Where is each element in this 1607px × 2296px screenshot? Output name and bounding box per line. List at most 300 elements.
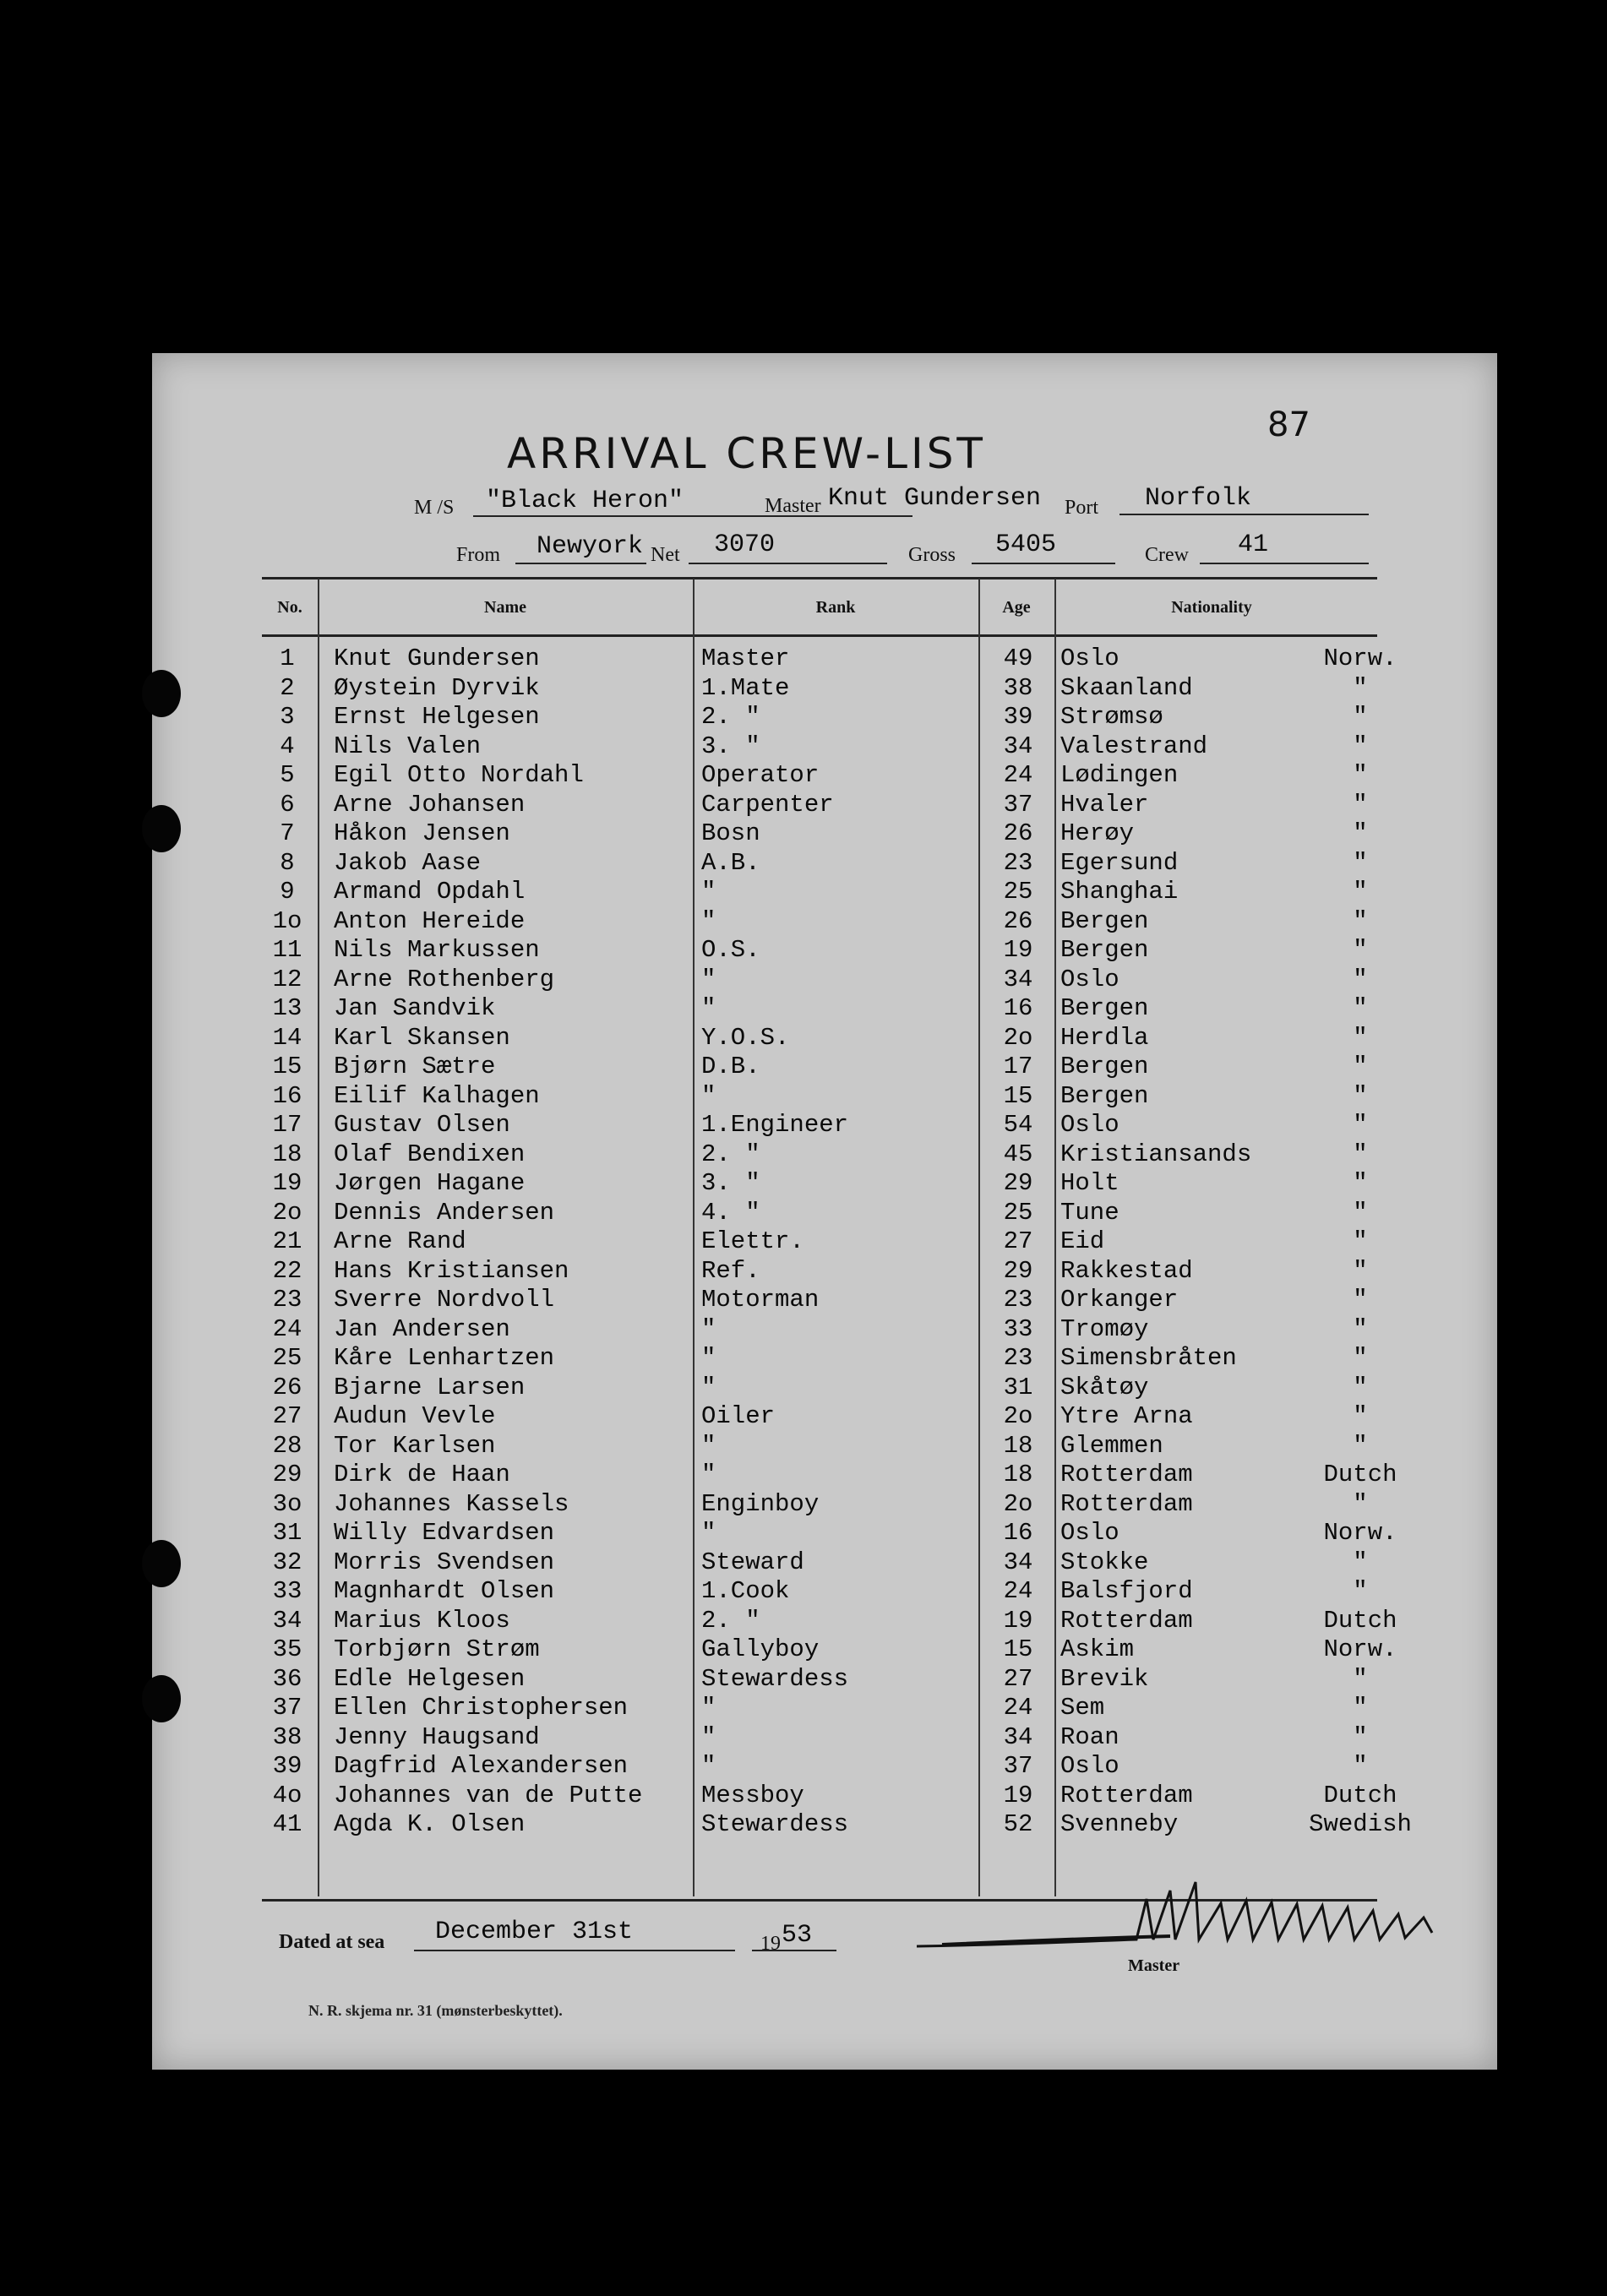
crew-birthplace: Ytre Arna [1060, 1402, 1193, 1430]
row-number: 1 [280, 645, 295, 672]
crew-name: Torbjørn Strøm [334, 1635, 540, 1663]
crew-nationality: " [1353, 1169, 1368, 1197]
crew-name: Willy Edvardsen [334, 1519, 555, 1547]
crew-name: Kåre Lenhartzen [334, 1344, 555, 1372]
page-number: 87 [1267, 405, 1310, 444]
crew-birthplace: Rotterdam [1060, 1461, 1193, 1488]
crew-rank: " [701, 965, 716, 993]
ship-name: "Black Heron" [486, 487, 684, 515]
crew-age: 34 [1003, 1548, 1033, 1576]
crew-rank: 3. " [701, 732, 760, 760]
row-number: 8 [280, 848, 295, 877]
table-row [253, 1782, 1453, 1811]
crew-age: 19 [1003, 936, 1033, 964]
table-row [253, 849, 1453, 879]
table-row [253, 1519, 1453, 1548]
crew-age: 19 [1003, 1781, 1033, 1809]
crew-age: 19 [1003, 1606, 1033, 1635]
master-label: Master [765, 495, 821, 517]
crew-birthplace: Bergen [1060, 994, 1149, 1022]
table-row [253, 1199, 1453, 1228]
crew-nationality: " [1353, 1694, 1368, 1722]
crew-nationality: " [1353, 936, 1368, 964]
table-row [253, 1257, 1453, 1287]
crew-name: Hans Kristiansen [334, 1256, 569, 1285]
table-row [253, 732, 1453, 762]
crew-rank: Messboy [701, 1781, 804, 1809]
port-underline [1119, 514, 1369, 515]
crew-name: Jan Sandvik [334, 994, 496, 1022]
crew-birthplace: Strømsø [1060, 703, 1163, 731]
crew-name: Jenny Haugsand [334, 1722, 540, 1751]
crew-name: Jan Andersen [334, 1314, 510, 1343]
crew-nationality: " [1353, 1577, 1368, 1605]
ship-name-underline [473, 515, 912, 517]
row-number: 31 [272, 1519, 302, 1547]
crew-name: Gustav Olsen [334, 1111, 510, 1139]
row-number: 41 [272, 1810, 302, 1838]
table-row [253, 1665, 1453, 1695]
crew-nationality: " [1353, 1548, 1368, 1576]
table-row [253, 1227, 1453, 1257]
crew-birthplace: Hvaler [1060, 790, 1149, 819]
gross-underline [972, 563, 1115, 564]
crew-age: 15 [1003, 1081, 1033, 1110]
crew-value: 41 [1238, 530, 1269, 559]
crew-rank: 2. " [701, 703, 760, 731]
crew-age: 29 [1003, 1256, 1033, 1285]
crew-name: Knut Gundersen [334, 645, 540, 672]
crew-underline [1200, 563, 1369, 564]
crew-nationality: " [1353, 1053, 1368, 1080]
table-row [253, 1548, 1453, 1578]
table-row [253, 1374, 1453, 1403]
crew-rank: 1.Cook [701, 1577, 790, 1605]
table-row [253, 1635, 1453, 1665]
crew-name: Johannes Kassels [334, 1489, 569, 1518]
port-label: Port [1065, 497, 1099, 519]
net-value: 3070 [714, 530, 776, 559]
crew-name: Jørgen Hagane [334, 1169, 526, 1197]
crew-age: 24 [1003, 1694, 1033, 1722]
crew-name: Johannes van de Putte [334, 1781, 643, 1809]
crew-nationality: Dutch [1323, 1461, 1397, 1488]
crew-rank: " [701, 1461, 716, 1488]
row-number: 36 [272, 1664, 302, 1693]
ship-prefix-label: M /S [414, 497, 455, 519]
crew-nationality: Norw. [1323, 1635, 1397, 1663]
crew-nationality: " [1353, 703, 1368, 731]
from-label: From [456, 544, 501, 566]
crew-age: 37 [1003, 790, 1033, 819]
crew-age: 25 [1003, 1198, 1033, 1227]
row-number: 4 [280, 732, 295, 760]
crew-name: Olaf Bendixen [334, 1140, 526, 1168]
crew-age: 16 [1003, 994, 1033, 1022]
punch-hole [142, 670, 181, 717]
crew-name: Agda K. Olsen [334, 1810, 526, 1838]
crew-nationality: " [1353, 1111, 1368, 1139]
row-number: 4o [272, 1781, 302, 1809]
row-number: 38 [272, 1722, 302, 1751]
crew-rank: " [701, 1752, 716, 1780]
table-header-rule [262, 634, 1377, 637]
crew-rank: 1.Engineer [701, 1111, 849, 1139]
crew-birthplace: Shanghai [1060, 878, 1179, 906]
crew-nationality: " [1353, 1489, 1368, 1518]
crew-birthplace: Oslo [1060, 1111, 1119, 1139]
crew-birthplace: Skaanland [1060, 673, 1193, 702]
crew-name: Armand Opdahl [334, 878, 526, 906]
crew-birthplace: Bergen [1060, 1053, 1149, 1080]
crew-birthplace: Valestrand [1060, 732, 1208, 760]
crew-age: 16 [1003, 1519, 1033, 1547]
crew-age: 38 [1003, 673, 1033, 702]
row-number: 16 [272, 1081, 302, 1110]
port-value: Norfolk [1145, 484, 1252, 513]
crew-label: Crew [1145, 544, 1189, 566]
punch-hole [142, 1540, 181, 1587]
crew-nationality: " [1353, 1722, 1368, 1751]
row-number: 28 [272, 1431, 302, 1460]
crew-nationality: " [1353, 673, 1368, 702]
crew-rank: Stewardess [701, 1664, 849, 1693]
crew-nationality: " [1353, 1373, 1368, 1401]
crew-nationality: " [1353, 1344, 1368, 1372]
crew-nationality: Norw. [1323, 645, 1397, 672]
crew-name: Marius Kloos [334, 1606, 510, 1635]
crew-rank: Oiler [701, 1402, 776, 1430]
crew-name: Ellen Christophersen [334, 1694, 629, 1722]
table-row [253, 1694, 1453, 1723]
table-row [253, 1461, 1453, 1490]
crew-nationality: " [1353, 1140, 1368, 1168]
table-row [253, 1024, 1453, 1053]
crew-nationality: " [1353, 906, 1368, 935]
row-number: 29 [272, 1461, 302, 1488]
column-header-no: No. [277, 598, 302, 617]
crew-rank: Ref. [701, 1256, 760, 1285]
table-row [253, 1402, 1453, 1432]
crew-rank: A.B. [701, 848, 760, 877]
crew-rank: Carpenter [701, 790, 834, 819]
crew-birthplace: Glemmen [1060, 1431, 1163, 1460]
crew-birthplace: Lødingen [1060, 761, 1179, 789]
crew-rank: Operator [701, 761, 820, 789]
crew-birthplace: Simensbråten [1060, 1344, 1237, 1372]
dated-at-sea-label: Dated at sea [279, 1931, 385, 1953]
gross-value: 5405 [995, 530, 1057, 559]
crew-rank: " [701, 878, 716, 906]
crew-age: 52 [1003, 1810, 1033, 1838]
crew-birthplace: Holt [1060, 1169, 1119, 1197]
crew-nationality: " [1353, 1227, 1368, 1255]
row-number: 32 [272, 1548, 302, 1576]
crew-rank: 2. " [701, 1606, 760, 1635]
table-row [253, 878, 1453, 907]
table-row [253, 966, 1453, 995]
table-row [253, 907, 1453, 937]
crew-nationality: " [1353, 1198, 1368, 1227]
row-number: 17 [272, 1111, 302, 1139]
crew-age: 24 [1003, 1577, 1033, 1605]
punch-hole [142, 805, 181, 852]
crew-nationality: " [1353, 761, 1368, 789]
table-row [253, 1723, 1453, 1753]
row-number: 37 [272, 1694, 302, 1722]
crew-rank: D.B. [701, 1053, 760, 1080]
crew-rank: Steward [701, 1548, 804, 1576]
crew-name: Ernst Helgesen [334, 703, 540, 731]
crew-rank: Master [701, 645, 790, 672]
table-row [253, 1140, 1453, 1170]
table-row [253, 1752, 1453, 1782]
crew-birthplace: Rotterdam [1060, 1606, 1193, 1635]
crew-birthplace: Oslo [1060, 1519, 1119, 1547]
crew-name: Magnhardt Olsen [334, 1577, 555, 1605]
crew-age: 23 [1003, 1286, 1033, 1314]
crew-age: 27 [1003, 1664, 1033, 1693]
crew-age: 25 [1003, 878, 1033, 906]
crew-age: 33 [1003, 1314, 1033, 1343]
master-name: Knut Gundersen [828, 484, 1042, 513]
crew-name: Bjarne Larsen [334, 1373, 526, 1401]
table-row [253, 819, 1453, 849]
crew-name: Jakob Aase [334, 848, 482, 877]
row-number: 33 [272, 1577, 302, 1605]
row-number: 15 [272, 1053, 302, 1080]
crew-name: Tor Karlsen [334, 1431, 496, 1460]
year-suffix: 53 [782, 1921, 813, 1950]
crew-rank: " [701, 1519, 716, 1547]
crew-age: 45 [1003, 1140, 1033, 1168]
document-title: ARRIVAL CREW-LIST [507, 429, 986, 478]
row-number: 18 [272, 1140, 302, 1168]
crew-birthplace: Roan [1060, 1722, 1119, 1751]
master-signature-label: Master [1128, 1956, 1180, 1975]
crew-birthplace: Eid [1060, 1227, 1105, 1255]
table-row [253, 936, 1453, 966]
crew-rank: " [701, 1722, 716, 1751]
table-row [253, 1315, 1453, 1345]
crew-name: Karl Skansen [334, 1023, 510, 1052]
crew-name: Bjørn Sætre [334, 1053, 496, 1080]
crew-birthplace: Bergen [1060, 936, 1149, 964]
crew-nationality: " [1353, 1664, 1368, 1693]
row-number: 12 [272, 965, 302, 993]
table-row [253, 1607, 1453, 1636]
crew-name: Øystein Dyrvik [334, 673, 540, 702]
crew-birthplace: Rotterdam [1060, 1781, 1193, 1809]
row-number: 7 [280, 819, 295, 847]
crew-age: 27 [1003, 1227, 1033, 1255]
crew-birthplace: Oslo [1060, 1752, 1119, 1780]
form-note: N. R. skjema nr. 31 (mønsterbeskyttet). [308, 2002, 563, 2019]
crew-rank: Elettr. [701, 1227, 804, 1255]
crew-rank: " [701, 906, 716, 935]
row-number: 26 [272, 1373, 302, 1401]
column-header-rank: Rank [815, 598, 856, 617]
crew-birthplace: Oslo [1060, 645, 1119, 672]
punch-hole [142, 1675, 181, 1722]
crew-nationality: " [1353, 1431, 1368, 1460]
crew-nationality: " [1353, 994, 1368, 1022]
crew-birthplace: Skåtøy [1060, 1373, 1149, 1401]
row-number: 5 [280, 761, 295, 789]
crew-age: 26 [1003, 906, 1033, 935]
row-number: 19 [272, 1169, 302, 1197]
table-row [253, 1810, 1453, 1840]
crew-rank: " [701, 994, 716, 1022]
crew-rank: " [701, 1431, 716, 1460]
table-row [253, 1344, 1453, 1374]
crew-age: 39 [1003, 703, 1033, 731]
crew-name: Anton Hereide [334, 906, 526, 935]
crew-rank: Bosn [701, 819, 760, 847]
crew-rank: Motorman [701, 1286, 820, 1314]
crew-nationality: Dutch [1323, 1781, 1397, 1809]
crew-name: Arne Rand [334, 1227, 466, 1255]
row-number: 39 [272, 1752, 302, 1780]
crew-birthplace: Egersund [1060, 848, 1179, 877]
crew-nationality: " [1353, 1023, 1368, 1052]
crew-rank: O.S. [701, 936, 760, 964]
crew-birthplace: Balsfjord [1060, 1577, 1193, 1605]
row-number: 23 [272, 1286, 302, 1314]
crew-rank: " [701, 1081, 716, 1110]
crew-nationality: " [1353, 878, 1368, 906]
crew-age: 2o [1003, 1489, 1033, 1518]
table-row [253, 645, 1453, 674]
crew-birthplace: Rotterdam [1060, 1489, 1193, 1518]
table-row [253, 1432, 1453, 1461]
row-number: 11 [272, 936, 302, 964]
crew-rank: Enginboy [701, 1489, 820, 1518]
crew-rank: 4. " [701, 1198, 760, 1227]
row-number: 6 [280, 790, 295, 819]
crew-nationality: " [1353, 965, 1368, 993]
crew-age: 24 [1003, 761, 1033, 789]
crew-name: Dagfrid Alexandersen [334, 1752, 629, 1780]
crew-birthplace: Herdla [1060, 1023, 1149, 1052]
crew-rank: " [701, 1344, 716, 1372]
crew-nationality: Norw. [1323, 1519, 1397, 1547]
table-row [253, 994, 1453, 1024]
crew-nationality: " [1353, 1314, 1368, 1343]
crew-age: 34 [1003, 965, 1033, 993]
crew-age: 34 [1003, 732, 1033, 760]
table-row [253, 1111, 1453, 1140]
crew-age: 37 [1003, 1752, 1033, 1780]
crew-age: 31 [1003, 1373, 1033, 1401]
column-header-nationality: Nationality [1171, 598, 1252, 617]
crew-nationality: Dutch [1323, 1606, 1397, 1635]
row-number: 2o [272, 1198, 302, 1227]
crew-age: 49 [1003, 645, 1033, 672]
crew-rank: " [701, 1314, 716, 1343]
table-top-rule [262, 577, 1377, 579]
table-row [253, 1169, 1453, 1199]
crew-birthplace: Askim [1060, 1635, 1135, 1663]
crew-birthplace: Orkanger [1060, 1286, 1179, 1314]
table-row [253, 761, 1453, 791]
table-row [253, 1082, 1453, 1112]
crew-birthplace: Tromøy [1060, 1314, 1149, 1343]
crew-name: Audun Vevle [334, 1402, 496, 1430]
column-header-name: Name [484, 598, 526, 617]
crew-name: Eilif Kalhagen [334, 1081, 540, 1110]
crew-birthplace: Oslo [1060, 965, 1119, 993]
crew-nationality: " [1353, 848, 1368, 877]
from-underline [515, 563, 646, 564]
crew-table-body [253, 645, 1453, 1840]
crew-name: Morris Svendsen [334, 1548, 555, 1576]
table-row [253, 1490, 1453, 1520]
date-underline [414, 1950, 735, 1951]
crew-nationality: " [1353, 819, 1368, 847]
row-number: 35 [272, 1635, 302, 1663]
crew-name: Edle Helgesen [334, 1664, 526, 1693]
crew-age: 34 [1003, 1722, 1033, 1751]
crew-nationality: " [1353, 1402, 1368, 1430]
crew-birthplace: Herøy [1060, 819, 1135, 847]
row-number: 22 [272, 1256, 302, 1285]
crew-name: Arne Johansen [334, 790, 526, 819]
crew-birthplace: Brevik [1060, 1664, 1149, 1693]
table-row [253, 703, 1453, 732]
row-number: 34 [272, 1606, 302, 1635]
crew-list-document [152, 353, 1497, 2070]
crew-age: 15 [1003, 1635, 1033, 1663]
crew-rank: " [701, 1373, 716, 1401]
crew-name: Egil Otto Nordahl [334, 761, 584, 789]
crew-name: Nils Valen [334, 732, 482, 760]
crew-name: Nils Markussen [334, 936, 540, 964]
row-number: 9 [280, 878, 295, 906]
crew-birthplace: Kristiansands [1060, 1140, 1252, 1168]
crew-age: 18 [1003, 1461, 1033, 1488]
crew-age: 17 [1003, 1053, 1033, 1080]
row-number: 3o [272, 1489, 302, 1518]
from-value: Newyork [537, 532, 644, 561]
net-underline [689, 563, 887, 564]
crew-birthplace: Stokke [1060, 1548, 1149, 1576]
row-number: 14 [272, 1023, 302, 1052]
crew-name: Arne Rothenberg [334, 965, 555, 993]
crew-age: 2o [1003, 1023, 1033, 1052]
crew-nationality: Swedish [1309, 1810, 1412, 1838]
year-underline [752, 1950, 836, 1951]
crew-age: 2o [1003, 1402, 1033, 1430]
crew-age: 54 [1003, 1111, 1033, 1139]
row-number: 27 [272, 1402, 302, 1430]
year-prefix: 19 [760, 1933, 781, 1955]
crew-nationality: " [1353, 1256, 1368, 1285]
table-row [253, 674, 1453, 704]
gross-label: Gross [908, 544, 956, 566]
crew-age: 18 [1003, 1431, 1033, 1460]
crew-age: 23 [1003, 1344, 1033, 1372]
table-row [253, 791, 1453, 820]
crew-rank: Stewardess [701, 1810, 849, 1838]
crew-name: Dirk de Haan [334, 1461, 510, 1488]
table-row [253, 1577, 1453, 1607]
row-number: 25 [272, 1344, 302, 1372]
row-number: 3 [280, 703, 295, 731]
row-number: 2 [280, 673, 295, 702]
row-number: 24 [272, 1314, 302, 1343]
crew-birthplace: Svenneby [1060, 1810, 1179, 1838]
